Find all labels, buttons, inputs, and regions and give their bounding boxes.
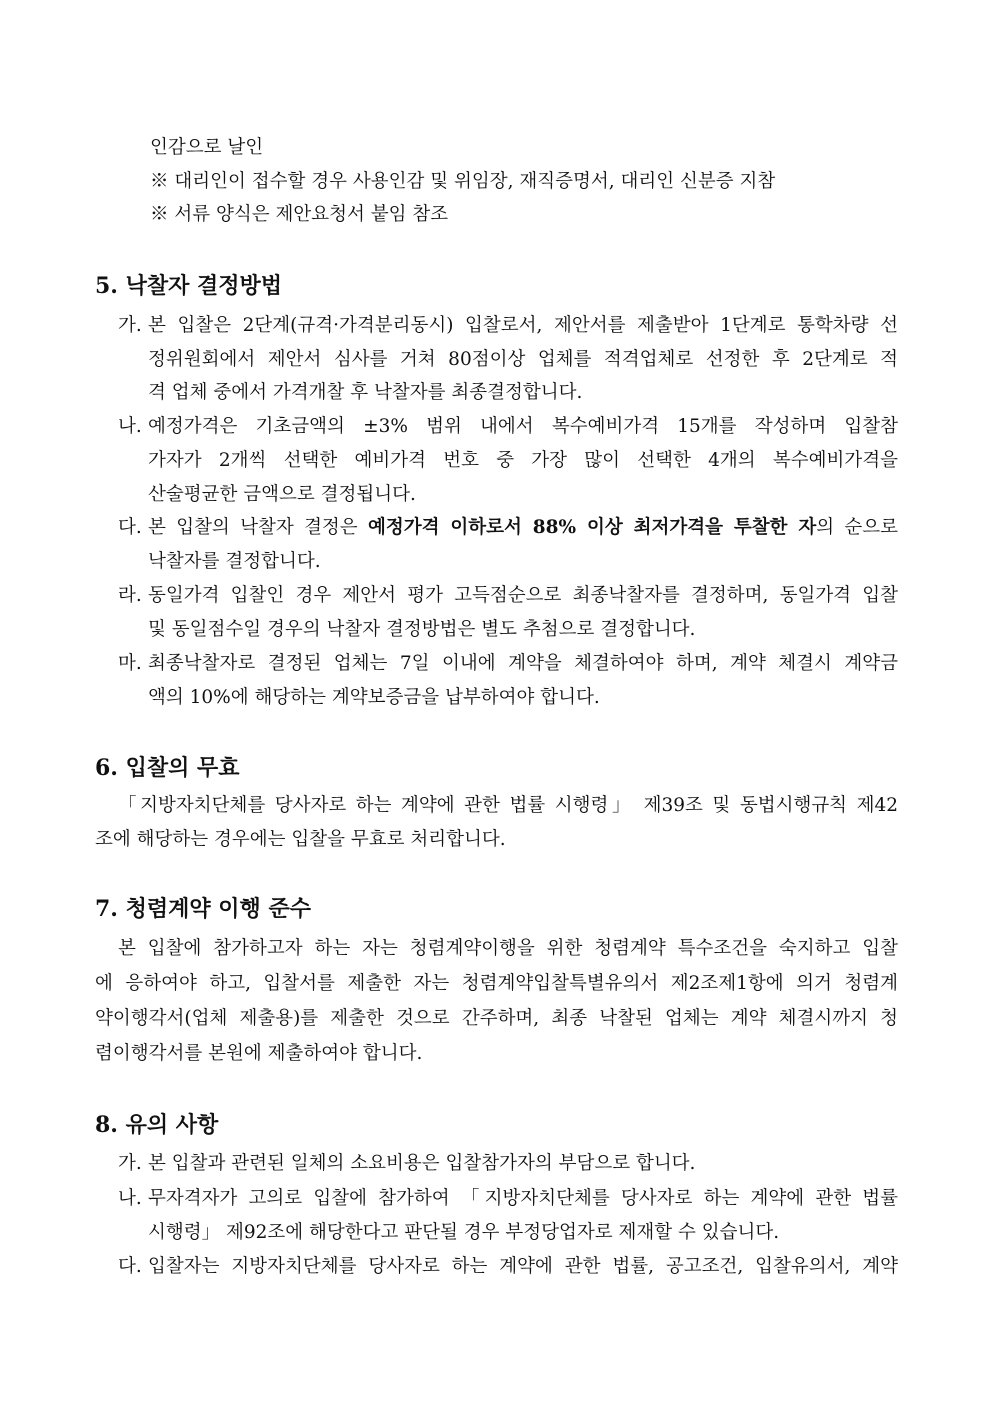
item-text-line: 입찰자는 지방자치단체를 당사자로 하는 계약에 관한 법률, 공고조건, 입찰유의서, 계약 bbox=[148, 1256, 898, 1277]
item-label: 라. bbox=[118, 585, 142, 606]
section-5-title: 5. 낙찰자 결정방법 bbox=[95, 273, 283, 299]
item-text-line: 예정가격은 기초금액의 ±3% 범위 내에서 복수예비가격 15개를 작성하며 입찰참 bbox=[148, 416, 898, 437]
item-text-pre: 본 입찰의 낙찰자 결정은 bbox=[148, 517, 369, 538]
intro-line: 인감으로 날인 bbox=[150, 137, 264, 158]
item-label: 가. bbox=[118, 315, 142, 336]
section-6-text-line: 「지방자치단체를 당사자로 하는 계약에 관한 법률 시행령」 제39조 및 동법시행규칙 제42 bbox=[118, 795, 898, 816]
item-text-post: 의 순으로 bbox=[816, 517, 898, 538]
section-6-text-line: 조에 해당하는 경우에는 입찰을 무효로 처리합니다. bbox=[95, 829, 506, 850]
section-7-text-line: 렴이행각서를 본원에 제출하여야 합니다. bbox=[95, 1043, 423, 1064]
item-text-line bbox=[148, 516, 898, 540]
item-text-line: 및 동일점수일 경우의 낙찰자 결정방법은 별도 추첨으로 결정합니다. bbox=[148, 619, 696, 640]
intro-note: ※ 서류 양식은 제안요청서 붙임 참조 bbox=[150, 204, 449, 225]
item-text-line: 산술평균한 금액으로 결정됩니다. bbox=[148, 484, 416, 505]
item-label: 나. bbox=[118, 1188, 142, 1209]
item-label: 가. bbox=[118, 1153, 142, 1174]
item-label: 마. bbox=[118, 653, 142, 674]
item-text-line: 액의 10%에 해당하는 계약보증금을 납부하여야 합니다. bbox=[148, 687, 600, 708]
item-text-line: 동일가격 입찰인 경우 제안서 평가 고득점순으로 최종낙찰자를 결정하며, 동일가격 입찰 bbox=[148, 585, 898, 606]
section-7-text-line: 약이행각서(업체 제출용)를 제출한 것으로 간주하며, 최종 낙찰된 업체는 계약 체결시까지 청 bbox=[95, 1008, 898, 1029]
item-text-line: 시행령」 제92조에 해당한다고 판단될 경우 부정당업자로 제재할 수 있습니다. bbox=[148, 1222, 780, 1243]
item-text-emphasis: 예정가격 이하로서 88% 이상 최저가격을 투찰한 자 bbox=[368, 517, 817, 538]
item-text-line: 본 입찰과 관련된 일체의 소요비용은 입찰참가자의 부담으로 합니다. bbox=[148, 1153, 696, 1174]
section-6-title: 6. 입찰의 무효 bbox=[95, 755, 240, 781]
item-text-line: 무자격자가 고의로 입찰에 참가하여 「지방자치단체를 당사자로 하는 계약에 관한 법률 bbox=[148, 1188, 898, 1209]
section-8-title: 8. 유의 사항 bbox=[95, 1112, 219, 1138]
item-text-line: 정위원회에서 제안서 심사를 거쳐 80점이상 업체를 적격업체로 선정한 후 2단계로 적 bbox=[148, 349, 898, 370]
intro-note: ※ 대리인이 접수할 경우 사용인감 및 위임장, 재직증명서, 대리인 신분증 지참 bbox=[150, 171, 776, 192]
item-text-line: 격 업체 중에서 가격개찰 후 낙찰자를 최종결정합니다. bbox=[148, 382, 583, 403]
item-label: 다. bbox=[118, 1256, 142, 1277]
item-text-line: 최종낙찰자로 결정된 업체는 7일 이내에 계약을 체결하여야 하며, 계약 체결시 계약금 bbox=[148, 653, 898, 674]
section-7-title: 7. 청렴계약 이행 준수 bbox=[95, 896, 311, 922]
item-text-line: 본 입찰은 2단계(규격·가격분리동시) 입찰로서, 제안서를 제출받아 1단계로 통학차량 선 bbox=[148, 315, 898, 336]
item-label: 다. bbox=[118, 517, 142, 538]
item-text-line: 낙찰자를 결정합니다. bbox=[148, 551, 321, 572]
item-label: 나. bbox=[118, 416, 142, 437]
item-text-line: 가자가 2개씩 선택한 예비가격 번호 중 가장 많이 선택한 4개의 복수예비가격을 bbox=[148, 450, 898, 471]
section-7-text-line: 본 입찰에 참가하고자 하는 자는 청렴계약이행을 위한 청렴계약 특수조건을 숙지하고 입찰 bbox=[118, 938, 898, 959]
section-7-text-line: 에 응하여야 하고, 입찰서를 제출한 자는 청렴계약입찰특별유의서 제2조제1항에 의거 청렴계 bbox=[95, 973, 898, 994]
